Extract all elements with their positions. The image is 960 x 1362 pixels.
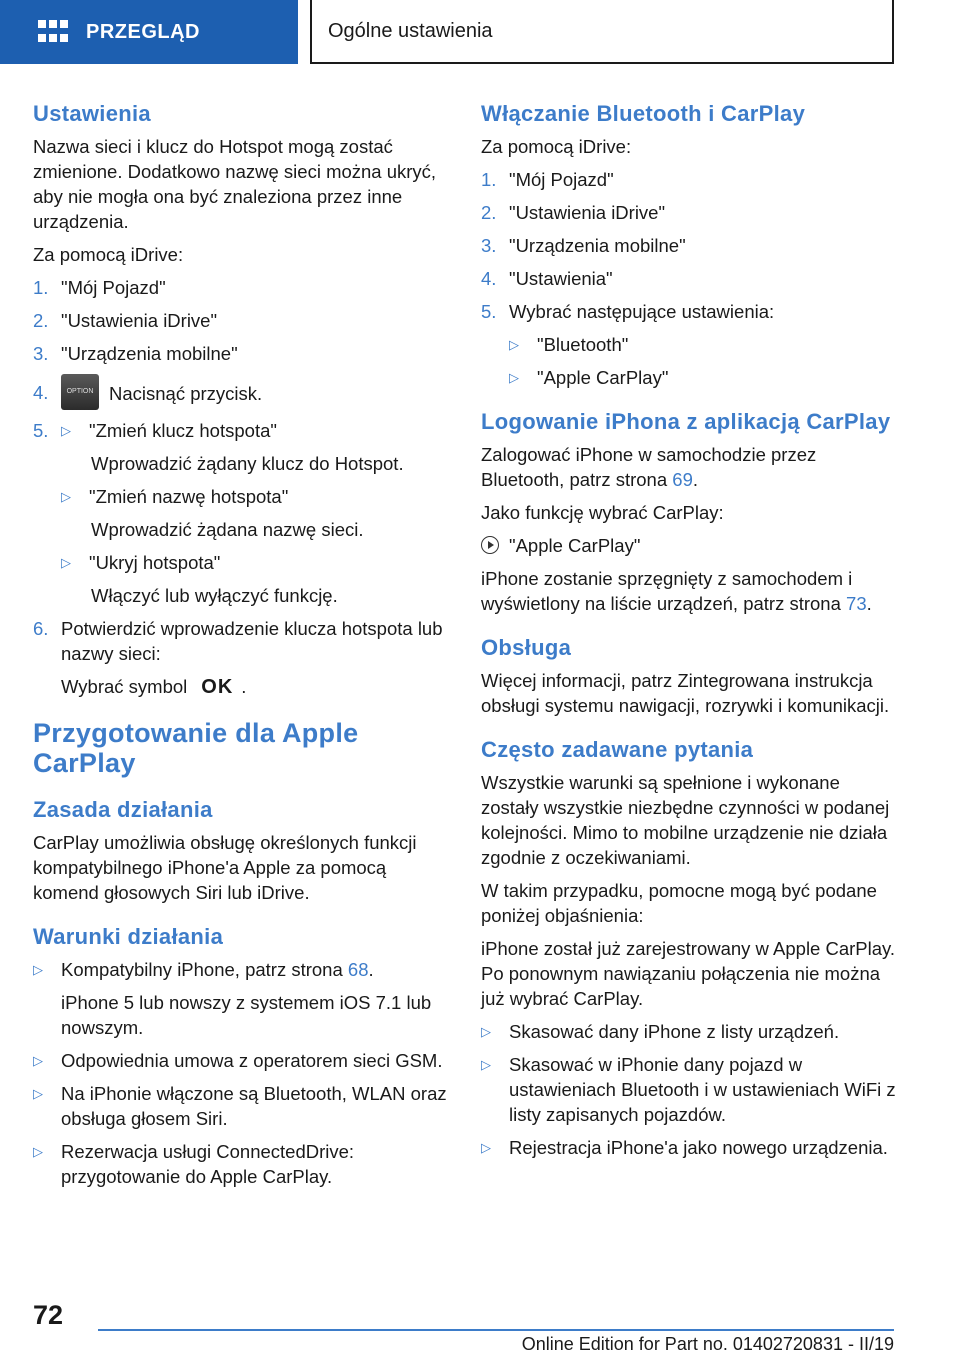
heading-operation: Obsługa xyxy=(481,635,572,660)
play-icon xyxy=(481,536,499,554)
r-sub-item-1: ▷ "Bluetooth" xyxy=(509,334,629,355)
bullet-triangle-icon: ▷ xyxy=(61,489,71,504)
condition-2: ▷ Odpowiednia umowa z operatorem sieci GSM. xyxy=(33,1050,443,1071)
r-step-1: 1. "Mój Pojazd" xyxy=(481,169,614,190)
right-column xyxy=(481,100,901,1168)
grid-menu-icon xyxy=(38,20,68,44)
left-column xyxy=(33,100,453,1197)
section-title: Ogólne ustawienia xyxy=(310,0,894,64)
paragraph-faq-3: iPhone został już zarejestrowany w Apple CarPlay. Po ponownym nawiązaniu połączenia nie można już wybrać CarPlay. xyxy=(481,938,896,1009)
step-6: 6. Potwierdzić wprowadzenie klucza hotspota lub nazwy sieci: xyxy=(33,618,443,664)
ok-symbol-icon: OK xyxy=(201,676,234,698)
r-step-3: 3. "Urządzenia mobilne" xyxy=(481,235,686,256)
page-number: 72 xyxy=(33,1300,64,1330)
bullet-triangle-icon: ▷ xyxy=(33,1053,43,1068)
paragraph-faq-2: W takim przypadku, pomocne mogą być podane poniżej objaśnienia: xyxy=(481,880,877,926)
bullet-triangle-icon: ▷ xyxy=(481,1057,491,1072)
step-1: 1. "Mój Pojazd" xyxy=(33,277,166,298)
paragraph-login-4: iPhone zostanie sprzęgnięty z samochodem i wyświetlony na liście urządzeń, patrz strona 73. xyxy=(481,568,872,614)
paragraph-login-1: Zalogować iPhone w samochodzie przez Bluetooth, patrz strona 69. xyxy=(481,444,817,490)
paragraph-settings: Nazwa sieci i klucz do Hotspot mogą zostać zmienione. Dodatkowo nazwę sieci można ukryć, aby nie mogła ona być znaleziona przez inne urządzenia. xyxy=(33,136,437,232)
paragraph-faq-1: Wszystkie warunki są spełnione i wykonane zostały wszystkie niezbędne czynności w podanej kolejności. Mimo to mobilne urządzenie nie działa zgodnie z oczekiwaniami. xyxy=(481,772,890,868)
heading-principle: Zasada działania xyxy=(33,797,213,822)
paragraph-login-3: "Apple CarPlay" xyxy=(481,533,901,558)
paragraph-operation: Więcej informacji, patrz Zintegrowana instrukcja obsługi systemu nawigacji, rozrywki i komunikacji. xyxy=(481,670,890,716)
condition-3: ▷ Na iPhonie włączone są Bluetooth, WLAN oraz obsługa głosem Siri. xyxy=(33,1083,447,1129)
step-4: 4. OPTION Nacisnąć przycisk. xyxy=(33,380,453,410)
step-5-desc-3: Włączyć lub wyłączyć funkcję. xyxy=(91,585,338,606)
bullet-triangle-icon: ▷ xyxy=(61,423,71,438)
faq-item-2: ▷ Skasować w iPhonie dany pojazd w ustawieniach Bluetooth i w ustawieniach WiFi z listy zapisanych pojazdów. xyxy=(481,1054,896,1125)
r-step-4: 4. "Ustawienia" xyxy=(481,268,613,289)
page-link-73[interactable]: 73 xyxy=(846,593,867,614)
overview-tab-label: PRZEGLĄD xyxy=(86,20,200,43)
footer-divider xyxy=(98,1329,894,1331)
condition-1: ▷ Kompatybilny iPhone, patrz strona 68. xyxy=(33,959,374,980)
overview-tab[interactable] xyxy=(0,0,298,64)
paragraph-idrive: Za pomocą iDrive: xyxy=(33,244,184,265)
step-6-symbol: Wybrać symbol OK . xyxy=(61,676,247,698)
condition-1-desc: iPhone 5 lub nowszy z systemem iOS 7.1 lub nowszym. xyxy=(61,992,432,1038)
r-sub-item-2: ▷ "Apple CarPlay" xyxy=(509,367,669,388)
page-link-68[interactable]: 68 xyxy=(347,959,369,980)
heading-faq: Często zadawane pytania xyxy=(481,737,754,762)
option-button-icon: OPTION xyxy=(61,374,99,410)
heading-conditions: Warunki działania xyxy=(33,924,224,949)
bullet-triangle-icon: ▷ xyxy=(481,1140,491,1155)
heading-prep-carplay: Przygotowanie dla Apple CarPlay xyxy=(33,718,359,778)
heading-settings: Ustawienia xyxy=(33,101,151,126)
paragraph-login-2: Jako funkcję wybrać CarPlay: xyxy=(481,502,724,523)
bullet-triangle-icon: ▷ xyxy=(33,1086,43,1101)
footer-edition: Online Edition for Part no. 01402720831 - II/19 xyxy=(521,1334,894,1354)
step-2: 2. "Ustawienia iDrive" xyxy=(33,310,218,331)
heading-login: Logowanie iPhona z aplikacją CarPlay xyxy=(481,409,891,434)
step-5-desc-2: Wprowadzić żądana nazwę sieci. xyxy=(91,519,364,540)
step-5: 5. ▷ "Zmień klucz hotspota" xyxy=(33,420,277,441)
bullet-triangle-icon: ▷ xyxy=(33,962,43,977)
step-5-desc-1: Wprowadzić żądany klucz do Hotspot. xyxy=(91,453,404,474)
paragraph-principle: CarPlay umożliwia obsługę określonych funkcji kompatybilnego iPhone'a Apple za pomocą komend głosowych Siri lub iDrive. xyxy=(33,832,417,903)
faq-item-1: ▷ Skasować dany iPhone z listy urządzeń. xyxy=(481,1021,840,1042)
r-step-5: 5. Wybrać następujące ustawienia: xyxy=(481,301,775,322)
bullet-triangle-icon: ▷ xyxy=(33,1144,43,1159)
paragraph-idrive-right: Za pomocą iDrive: xyxy=(481,136,632,157)
bullet-triangle-icon: ▷ xyxy=(509,337,519,352)
r-step-2: 2. "Ustawienia iDrive" xyxy=(481,202,666,223)
heading-bluetooth-carplay: Włączanie Bluetooth i CarPlay xyxy=(481,101,806,126)
page-link-69[interactable]: 69 xyxy=(672,469,693,490)
bullet-triangle-icon: ▷ xyxy=(481,1024,491,1039)
bullet-triangle-icon: ▷ xyxy=(61,555,71,570)
step-5-item-3: ▷ "Ukryj hotspota" xyxy=(61,552,221,573)
condition-4: ▷ Rezerwacja usługi ConnectedDrive: przygotowanie do Apple CarPlay. xyxy=(33,1141,355,1187)
step-5-item-2: ▷ "Zmień nazwę hotspota" xyxy=(61,486,289,507)
step-3: 3. "Urządzenia mobilne" xyxy=(33,343,238,364)
bullet-triangle-icon: ▷ xyxy=(509,370,519,385)
faq-item-3: ▷ Rejestracja iPhone'a jako nowego urządzenia. xyxy=(481,1137,888,1158)
